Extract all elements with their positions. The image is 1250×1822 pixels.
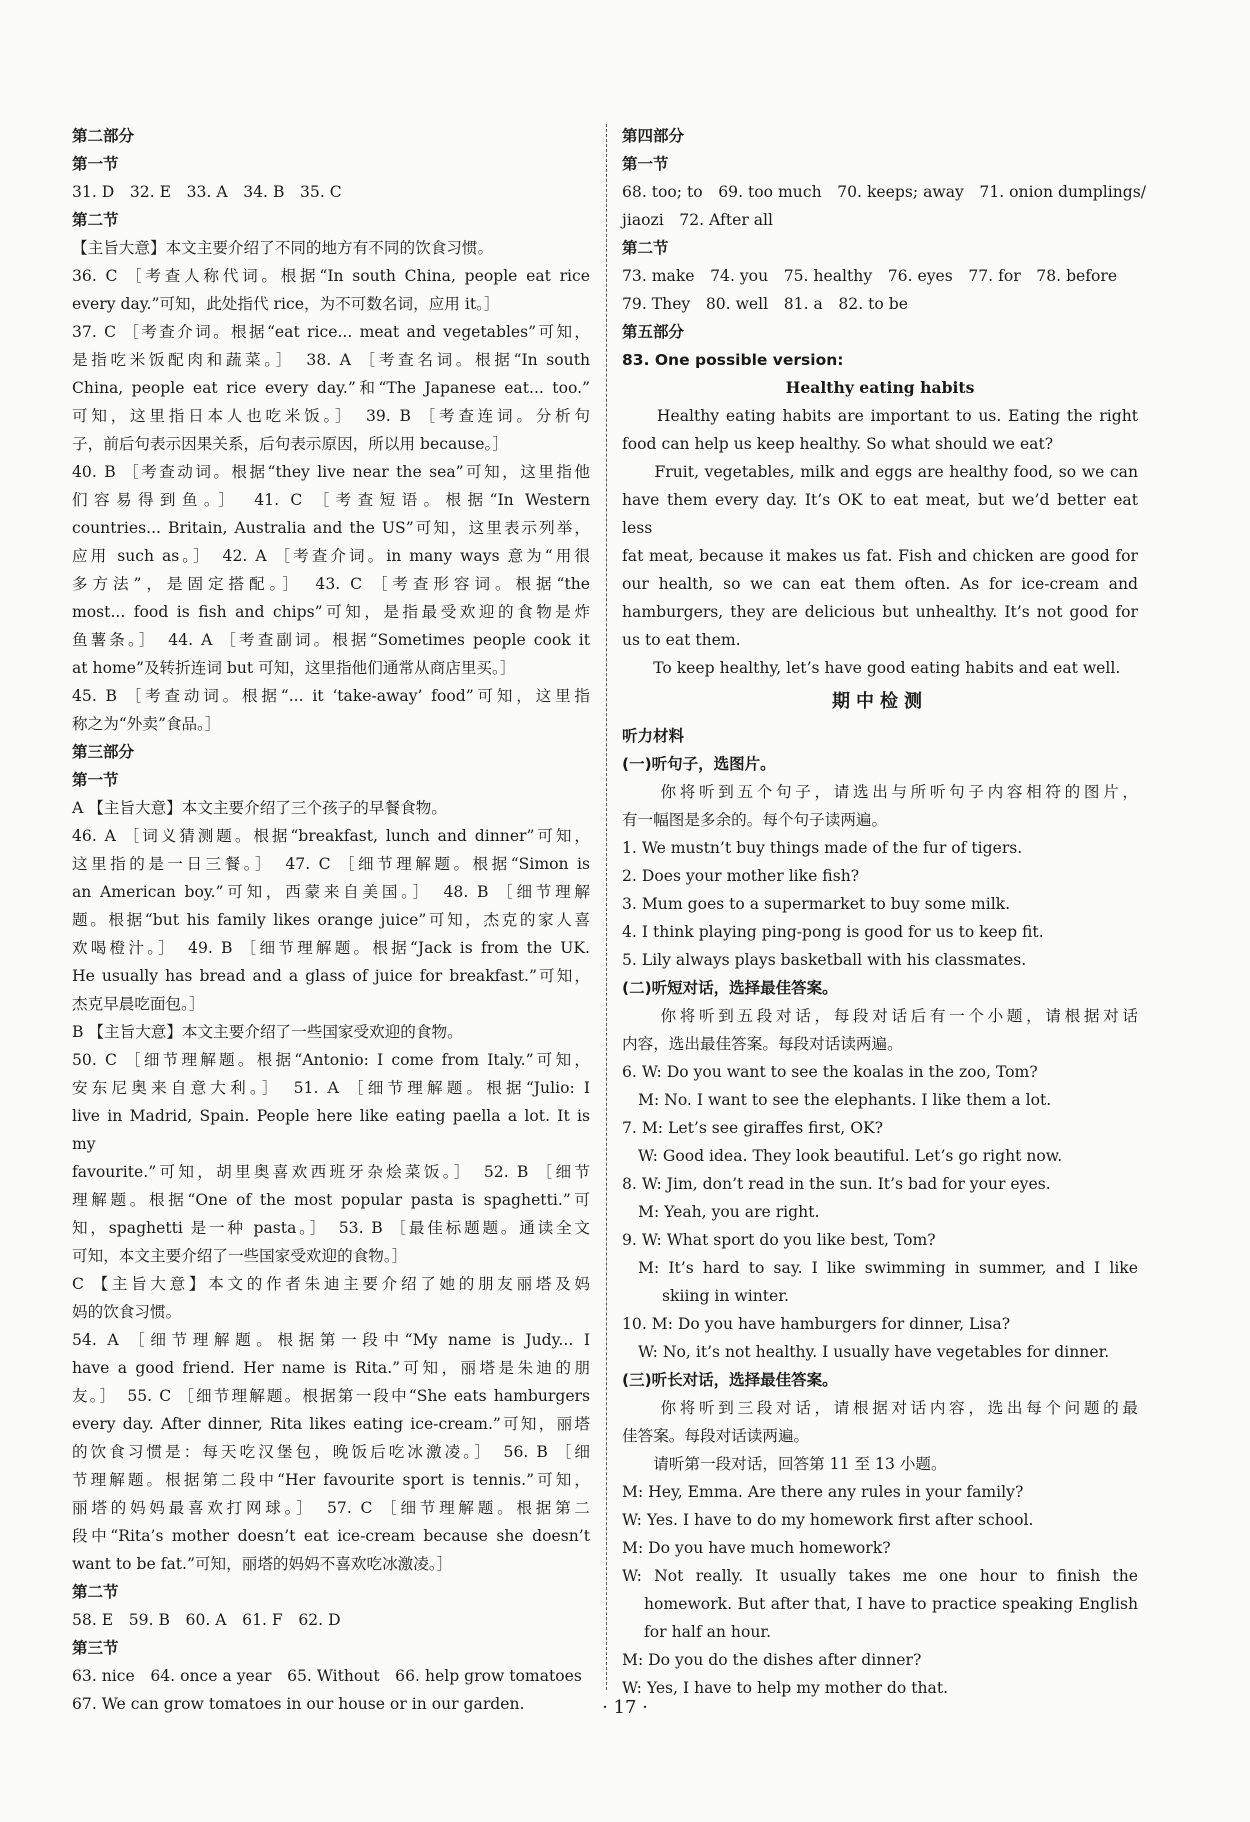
text-line: have a good friend. Her name is Rita.”可知，丽塔是朱迪的朋 xyxy=(72,1359,590,1377)
text-line: 37. C ［考查介词。根据“eat rice... meat and vegetables”可知， xyxy=(72,323,590,341)
section-heading: 第二节 xyxy=(72,211,119,229)
text-line: hamburgers, they are delicious but unhealthy. It’s not good for xyxy=(622,603,1138,621)
text-line: 理解题。根据“One of the most popular pasta is spaghetti.”可 xyxy=(72,1191,590,1209)
answer-key-line: 63. nice 64. once a year 65. Without 66. help grow tomatoes xyxy=(72,1667,582,1685)
answer-key-line: 67. We can grow tomatoes in our house or in our garden. xyxy=(72,1695,525,1713)
dialogue-line: M: Yeah, you are right. xyxy=(638,1203,820,1221)
dialogue-line: M: It’s hard to say. I like swimming in summer, and I like xyxy=(638,1259,1138,1277)
text-line: favourite.”可知，胡里奥喜欢西班牙杂烩菜饭。］ 52. B ［细节 xyxy=(72,1163,590,1181)
text-line: M: Do you do the dishes after dinner? xyxy=(622,1651,922,1669)
section-heading: 第四部分 xyxy=(622,127,685,145)
dialogue-line: skiing in winter. xyxy=(662,1287,789,1305)
text-line: 7. M: Let’s see giraffes first, OK? xyxy=(622,1119,884,1137)
dialogue-line: W: No, it’s not healthy. I usually have vegetables for dinner. xyxy=(638,1343,1110,1361)
section-heading: (一)听句子，选图片。 xyxy=(622,755,776,773)
text-line: 2. Does your mother like fish? xyxy=(622,867,860,885)
text-line: 46. A ［词义猜测题。根据“breakfast, lunch and dinner”可知， xyxy=(72,827,590,845)
section-heading: 第二节 xyxy=(72,1583,119,1601)
text-line: 安东尼奥来自意大利。］ 51. A ［细节理解题。根据“Julio: I xyxy=(72,1079,590,1097)
text-line: food can help us keep healthy. So what should we eat? xyxy=(622,435,1054,453)
text-line: M: Do you have much homework? xyxy=(622,1539,891,1557)
text-line: To keep healthy, let’s have good eating habits and eat well. xyxy=(622,659,1121,677)
text-line: 是指吃米饭配肉和蔬菜。］ 38. A ［考查名词。根据“In south xyxy=(72,351,590,369)
text-line: 可知，这里指日本人也吃米饭。］ 39. B ［考查连词。分析句 xyxy=(72,407,590,425)
text-line: 可知，本文主要介绍了一些国家受欢迎的食物。］ xyxy=(72,1247,408,1265)
text-line: 54. A ［细节理解题。根据第一段中“My name is Judy... I xyxy=(72,1331,590,1349)
text-line: 杰克早晨吃面包。］ xyxy=(72,995,205,1013)
dialogue-line: for half an hour. xyxy=(644,1623,772,1641)
text-line: 内容，选出最佳答案。每段对话读两遍。 xyxy=(622,1035,903,1053)
text-line: A 【主旨大意】本文主要介绍了三个孩子的早餐食物。 xyxy=(72,799,447,817)
page-number: · 17 · xyxy=(602,1697,648,1718)
answer-key-line: 68. too; to 69. too much 70. keeps; away 71. onion dumplings/ xyxy=(622,183,1147,201)
text-line: M: Hey, Emma. Are there any rules in your family? xyxy=(622,1483,1024,1501)
text-line: countries... Britain, Australia and the US”可知，这里表示列举， xyxy=(72,519,590,537)
dialogue-line: M: No. I want to see the elephants. I like them a lot. xyxy=(638,1091,1052,1109)
section-heading: 第三节 xyxy=(72,1639,119,1657)
text-line: 应用 such as。］ 42. A ［考查介词。in many ways 意为“用很 xyxy=(72,547,590,565)
text-line: B 【主旨大意】本文主要介绍了一些国家受欢迎的食物。 xyxy=(72,1023,463,1041)
text-line: Healthy eating habits are important to us. Eating the right xyxy=(622,407,1138,425)
text-line: homework. But after that, I have to practice speaking English xyxy=(644,1595,1138,1613)
text-line: 你将听到五个句子，请选出与所听句子内容相符的图片， xyxy=(622,783,1138,801)
text-line: 的饮食习惯是：每天吃汉堡包，晚饭后吃冰激凌。］ 56. B ［细 xyxy=(72,1443,590,1461)
text-line: 你将听到三段对话，请根据对话内容，选出每个问题的最 xyxy=(622,1399,1138,1417)
text-line: at home”及转折连词 but 可知，这里指他们通常从商店里买。］ xyxy=(72,659,516,677)
text-line: 6. W: Do you want to see the koalas in the zoo, Tom? xyxy=(622,1063,1038,1081)
text-line: 你将听到五段对话，每段对话后有一个小题，请根据对话 xyxy=(622,1007,1138,1025)
exam-section-title: 期中检测 xyxy=(832,691,928,712)
text-line: want to be fat.”可知，丽塔的妈妈不喜欢吃冰激凌。］ xyxy=(72,1555,453,1573)
text-line: 10. M: Do you have hamburgers for dinner, Lisa? xyxy=(622,1315,1011,1333)
text-line: our health, so we can eat them often. As for ice-cream and xyxy=(622,575,1138,593)
section-heading: 第五部分 xyxy=(622,323,685,341)
text-line: fat meat, because it makes us fat. Fish and chicken are good for xyxy=(622,547,1138,565)
text-line: live in Madrid, Spain. People here like eating paella a lot. It is my xyxy=(72,1107,590,1153)
answer-key-line: 79. They 80. well 81. a 82. to be xyxy=(622,295,908,313)
text-line: 36. C ［考查人称代词。根据“In south China, people eat rice xyxy=(72,267,590,285)
text-line: W: Yes, I have to help my mother do that. xyxy=(622,1679,949,1697)
text-line: W: Yes. I have to do my homework first after school. xyxy=(622,1511,1034,1529)
text-line: 这里指的是一日三餐。］ 47. C ［细节理解题。根据“Simon is xyxy=(72,855,590,873)
text-line: 段中“Rita’s mother doesn’t eat ice-cream because she doesn’t xyxy=(72,1527,590,1545)
text-line: 佳答案。每段对话读两遍。 xyxy=(622,1427,810,1445)
left-column xyxy=(72,122,590,1718)
text-line: Fruit, vegetables, milk and eggs are healthy food, so we can xyxy=(622,463,1138,481)
text-line: 40. B ［考查动词。根据“they live near the sea”可知，这里指他 xyxy=(72,463,590,481)
text-line: 鱼薯条。］ 44. A ［考查副词。根据“Sometimes people cook it xyxy=(72,631,590,649)
section-heading: 第二部分 xyxy=(72,127,135,145)
text-line: 们容易得到鱼。］ 41. C ［考查短语。根据“In Western xyxy=(72,491,590,509)
text-line: 请听第一段对话，回答第 11 至 13 小题。 xyxy=(622,1455,947,1473)
text-line: 丽塔的妈妈最喜欢打网球。］ 57. C ［细节理解题。根据第二 xyxy=(72,1499,590,1517)
text-line: every day.”可知，此处指代 rice，为不可数名词，应用 it。］ xyxy=(72,295,500,313)
answer-key-line: 31. D 32. E 33. A 34. B 35. C xyxy=(72,183,342,201)
text-line: us to eat them. xyxy=(622,631,741,649)
text-line: an American boy.”可知，西蒙来自美国。］ 48. B ［细节理解 xyxy=(72,883,590,901)
answer-key-line: 58. E 59. B 60. A 61. F 62. D xyxy=(72,1611,341,1629)
text-line: 子，前后句表示因果关系，后句表示原因，所以用 because。］ xyxy=(72,435,508,453)
text-line: 8. W: Jim, don’t read in the sun. It’s bad for your eyes. xyxy=(622,1175,1051,1193)
text-line: 【主旨大意】本文主要介绍了不同的地方有不同的饮食习惯。 xyxy=(72,239,494,257)
text-line: most... food is fish and chips”可知，是指最受欢迎的食物是炸 xyxy=(72,603,590,621)
section-heading: 第一节 xyxy=(72,155,119,173)
text-line: 友。］ 55. C ［细节理解题。根据第一段中“She eats hamburgers xyxy=(72,1387,590,1405)
section-heading: (三)听长对话，选择最佳答案。 xyxy=(622,1371,838,1389)
text-line: jiaozi 72. After all xyxy=(622,211,773,229)
text-line: 9. W: What sport do you like best, Tom? xyxy=(622,1231,936,1249)
text-line: 称之为“外卖”食品。］ xyxy=(72,715,221,733)
text-line: 5. Lily always plays basketball with his classmates. xyxy=(622,951,1027,969)
text-line: 题。根据“but his family likes orange juice”可知，杰克的家人喜 xyxy=(72,911,590,929)
right-column xyxy=(622,122,1147,1702)
text-line: 欢喝橙汁。］ 49. B ［细节理解题。根据“Jack is from the UK. xyxy=(72,939,590,957)
section-heading: 第二节 xyxy=(622,239,669,257)
section-heading: 第三部分 xyxy=(72,743,135,761)
essay-label: 83. One possible version: xyxy=(622,351,844,369)
text-line: 45. B ［考查动词。根据“... it ‘take-away’ food”可知，这里指 xyxy=(72,687,590,705)
essay-title: Healthy eating habits xyxy=(785,378,975,397)
text-line: 多方法”，是固定搭配。］ 43. C ［考查形容词。根据“the xyxy=(72,575,590,593)
text-line: 3. Mum goes to a supermarket to buy some milk. xyxy=(622,895,1011,913)
text-line: China, people eat rice every day.”和“The Japanese eat... too.” xyxy=(72,379,590,397)
text-line: have them every day. It’s OK to eat meat, but we’d better eat less xyxy=(622,491,1138,537)
answer-key-line: 73. make 74. you 75. healthy 76. eyes 77. for 78. before xyxy=(622,267,1118,285)
text-line: 1. We mustn’t buy things made of the fur of tigers. xyxy=(622,839,1023,857)
text-line: 50. C ［细节理解题。根据“Antonio: I come from Italy.”可知， xyxy=(72,1051,590,1069)
text-line: W: Not really. It usually takes me one hour to finish the xyxy=(622,1567,1138,1585)
text-line: C 【主旨大意】本文的作者朱迪主要介绍了她的朋友丽塔及妈 xyxy=(72,1275,590,1293)
text-line: 有一幅图是多余的。每个句子读两遍。 xyxy=(622,811,888,829)
text-line: 4. I think playing ping-pong is good for us to keep fit. xyxy=(622,923,1044,941)
text-line: He usually has bread and a glass of juice for breakfast.”可知， xyxy=(72,967,590,985)
section-heading: (二)听短对话，选择最佳答案。 xyxy=(622,979,838,997)
text-line: every day. After dinner, Rita likes eating ice-cream.”可知，丽塔 xyxy=(72,1415,590,1433)
section-heading: 第一节 xyxy=(622,155,669,173)
text-line: 节理解题。根据第二段中“Her favourite sport is tennis.”可知， xyxy=(72,1471,590,1489)
dialogue-line: W: Good idea. They look beautiful. Let’s go right now. xyxy=(638,1147,1063,1165)
section-heading: 听力材料 xyxy=(622,727,685,745)
section-heading: 第一节 xyxy=(72,771,119,789)
text-line: 妈的饮食习惯。 xyxy=(72,1303,182,1321)
column-divider xyxy=(606,124,607,1690)
text-line: 知，spaghetti 是一种 pasta。］ 53. B ［最佳标题题。通读全文 xyxy=(72,1219,590,1237)
